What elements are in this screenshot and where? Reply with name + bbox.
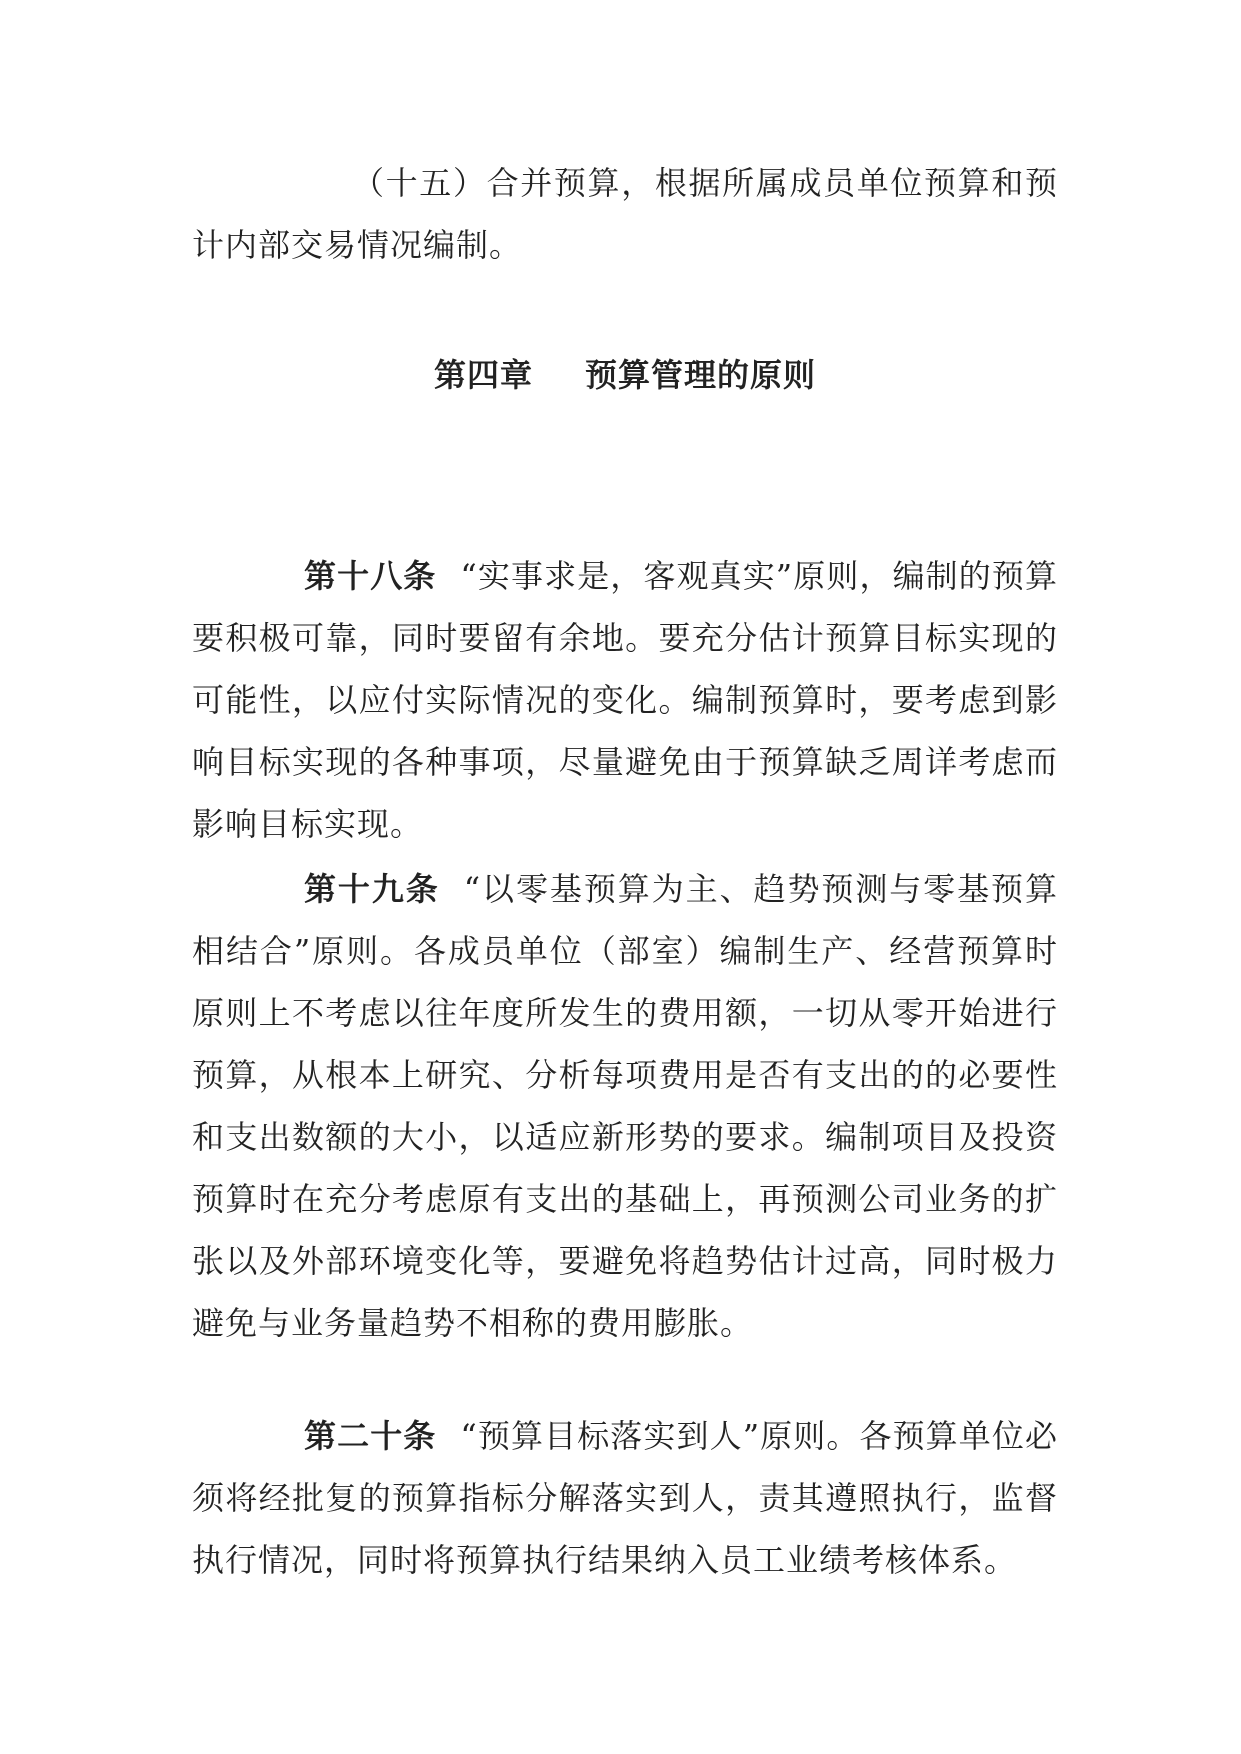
article-text: “实事求是，客观真实”原则，编制的预算要积极可靠，同时要留有余地。要充分估计预算目标实现的可能性，以应付实际情况的变化。编制预算时，要考虑到影响目标实现的各种事项，尽量避免由于预算缺乏周详考虑而影响目标实现。 — [192, 557, 1058, 843]
article-18 — [192, 545, 1058, 855]
chapter-title: 预算管理的原则 — [585, 356, 817, 394]
article-number: 第二十条 — [304, 1417, 437, 1455]
article-number: 第十八条 — [304, 557, 437, 595]
chapter-number: 第四章 — [433, 356, 533, 394]
article-19 — [192, 858, 1058, 1354]
paragraph-item-15 — [192, 152, 1058, 276]
chapter-heading — [192, 350, 1058, 400]
article-number: 第十九条 — [304, 870, 440, 908]
article-text: “预算目标落实到人”原则。各预算单位必须将经批复的预算指标分解落实到人，责其遵照执行，监督执行情况，同时将预算执行结果纳入员工业绩考核体系。 — [192, 1417, 1058, 1579]
article-text: “以零基预算为主、趋势预测与零基预算相结合”原则。各成员单位（部室）编制生产、经营预算时原则上不考虑以往年度所发生的费用额，一切从零开始进行预算，从根本上研究、分析每项费用是否有支出的的必要性和支出数额的大小，以适应新形势的要求。编制项目及投资预算时在充分考虑原有支出的基础上，再预测公司业务的扩张以及外部环境变化等，要避免将趋势估计过高，同时极力避免与业务量趋势不相称的费用膨胀。 — [192, 870, 1058, 1342]
paragraph-text: （十五）合并预算，根据所属成员单位预算和预计内部交易情况编制。 — [192, 164, 1058, 264]
article-20 — [192, 1405, 1058, 1591]
